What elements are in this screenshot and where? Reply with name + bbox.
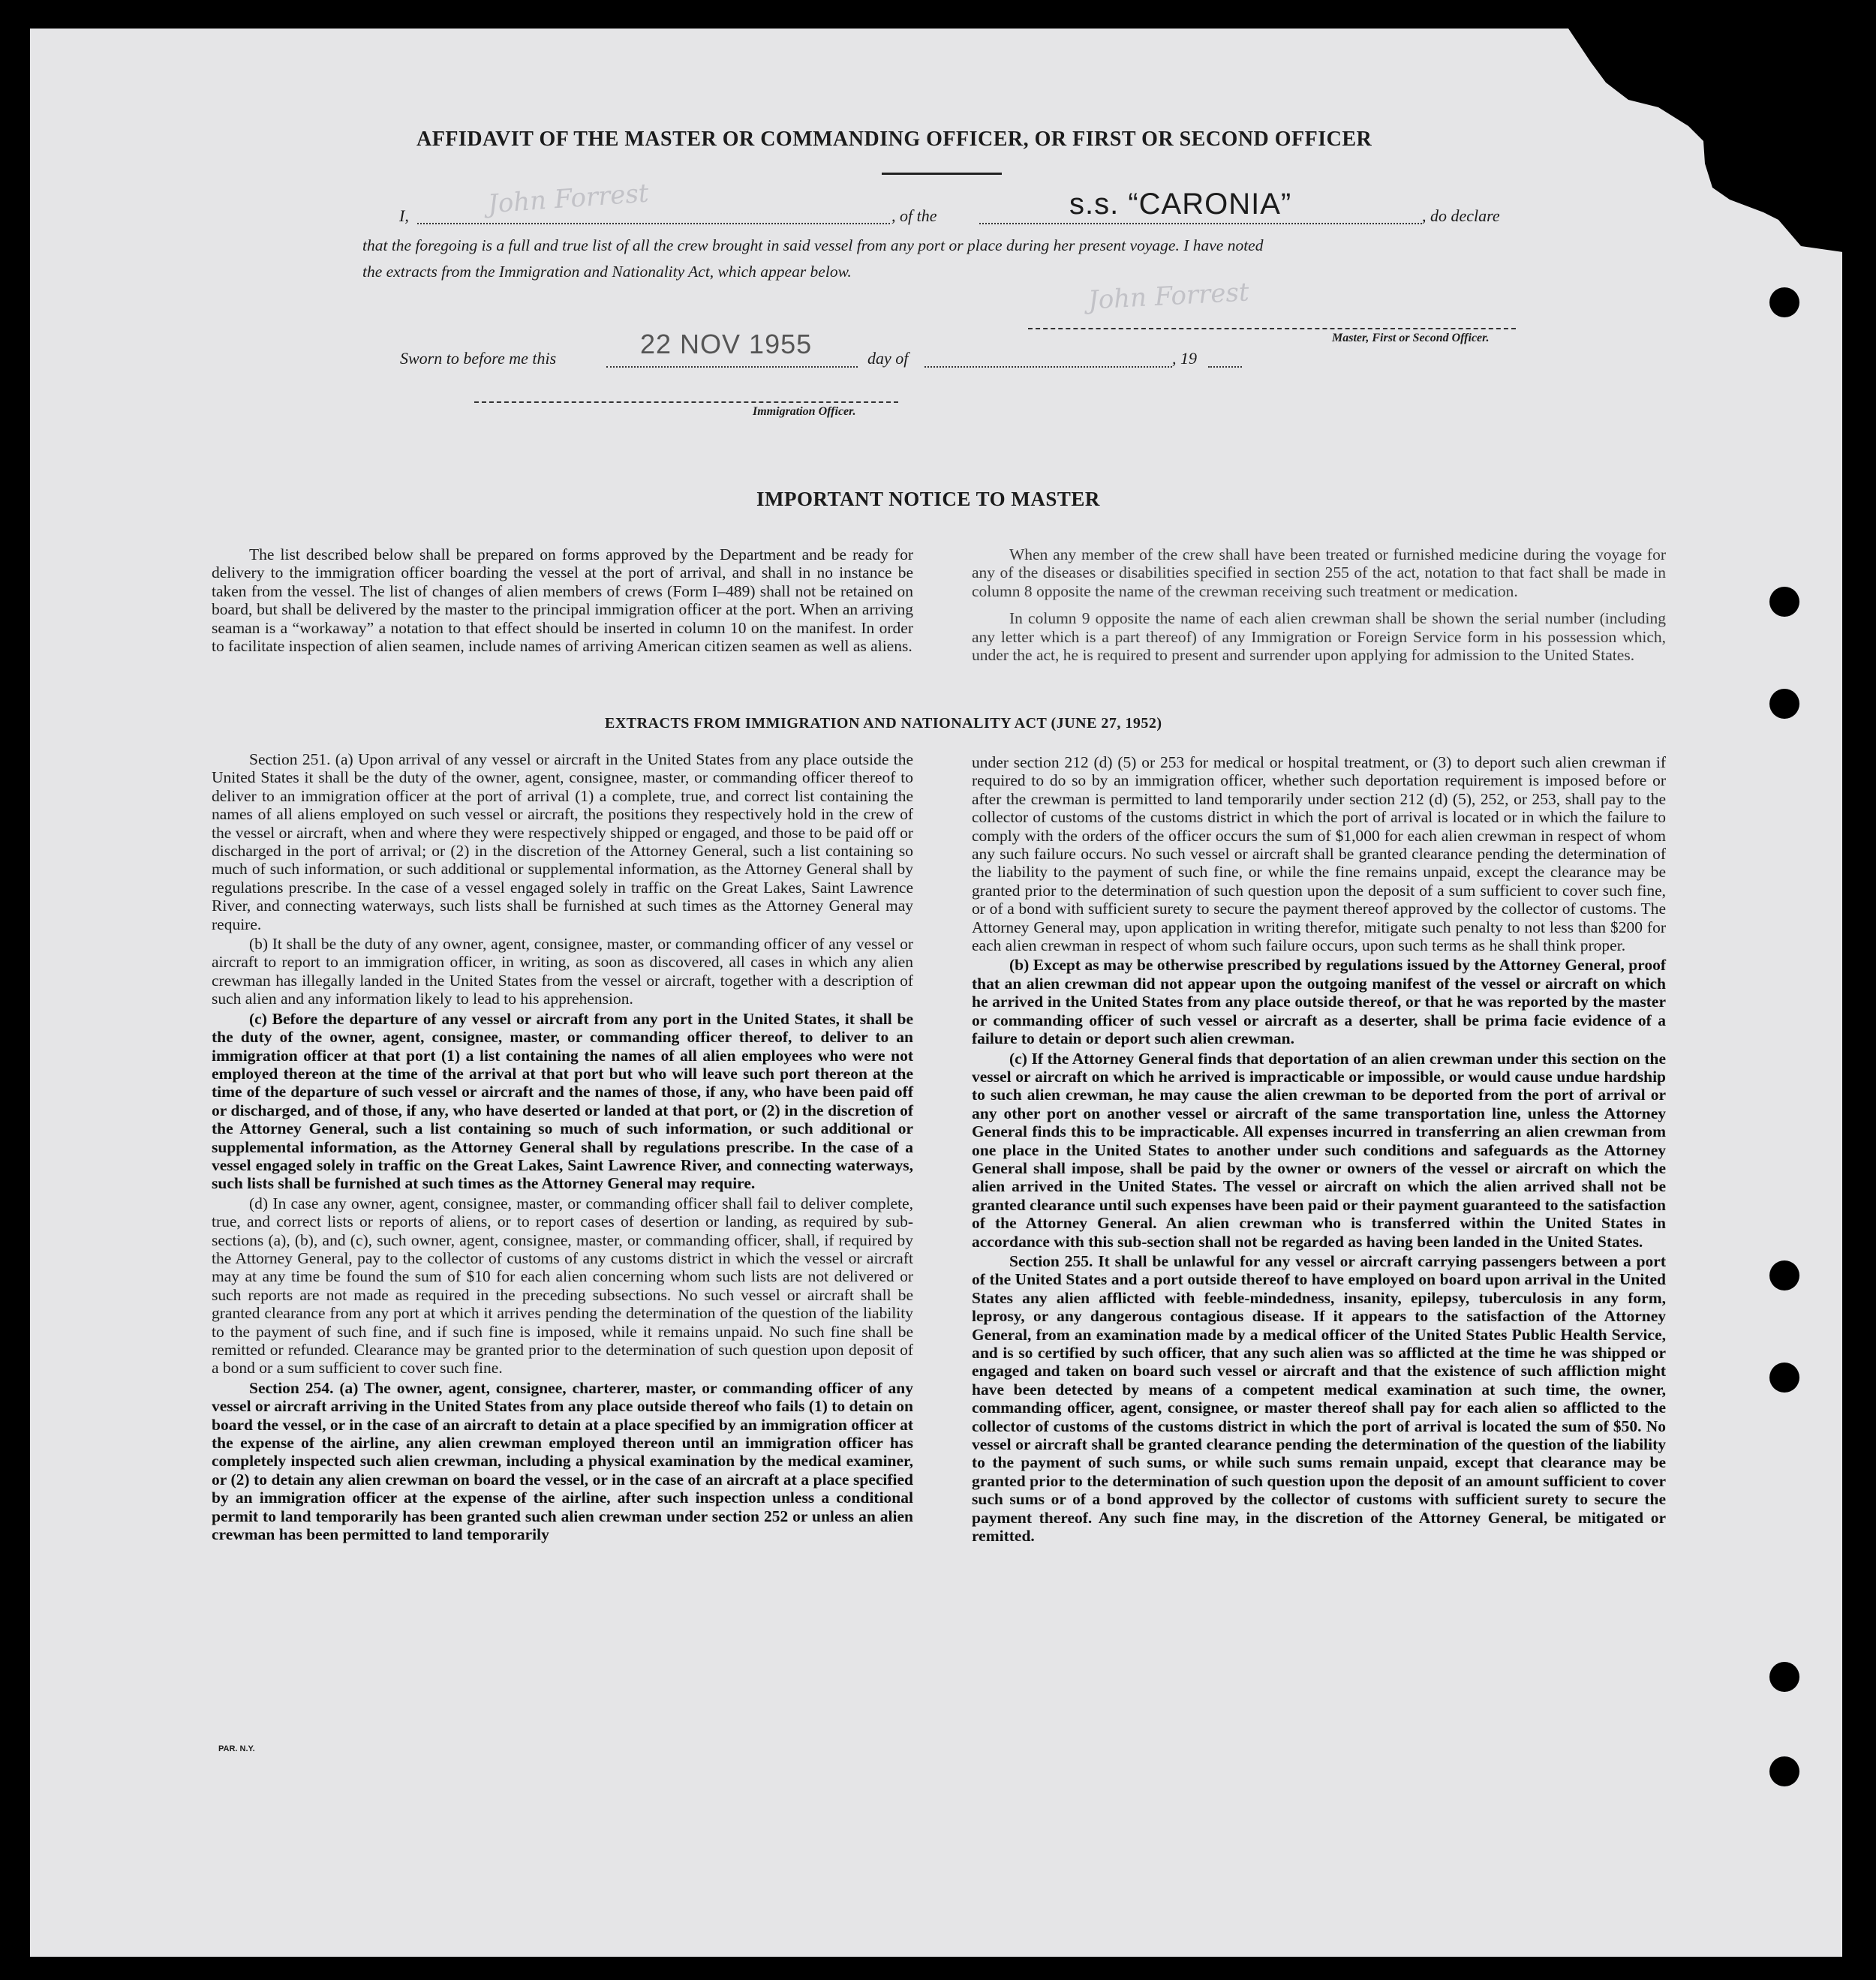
affidavit-line-3: the extracts from the Immigration and Nationality Act, which appear below. <box>362 263 852 281</box>
section-251b: (b) It shall be the duty of any owner, agent, consignee, master, or commanding officer of any vessel or aircraft to report to an immigration officer, in writing, as soon as discovered, all cases in which any alien crewman has illegally landed in the United States from the vessel or aircraft, together with a description of such alien and any information likely to lead to his apprehension. <box>212 935 913 1008</box>
line1-i: I, <box>399 206 409 225</box>
section-255: Section 255. It shall be unlawful for any vessel or aircraft carrying passengers between a port of the United States and a port outside thereof to have employed on board upon arrival in the United States any alien afflicted with feeble-mindedness, insanity, epilepsy, tuberculosis in any form, leprosy, or any dangerous contagious disease. If it appears to the satisfaction of the Attorney General, from an examination made by a medical officer of the United States Public Health Service, and is so certified by such officer, that any such alien was so afflicted at the time he was shipped or engaged and taken on board such vessel or aircraft and that the existence of such affliction might have been detected by means of a competent medical examination at such time, the owner, commanding officer, agent, consignee, or master thereof shall pay for each alien so afflicted to the collector of customs of the customs district in which the port of arrival is located the sum of $50. No vessel or aircraft shall be granted clearance pending the determination of the question of the liability to the payment of such sums, or while such sums remain unpaid, except that clearance may be granted prior to the determination of such question upon the deposit of an amount sufficient to cover such sums or of a bond approved by the collector of customs with sufficient surety to secure the payment thereof. Any such fine may, in the discretion of the Attorney General, be mitigated or remitted. <box>972 1251 1666 1546</box>
affidavit-line-2: that the foregoing is a full and true list of all the crew brought in said vessel from any port or place during her present voyage. I have noted <box>362 236 1264 254</box>
printer-mark: PAR. N.Y. <box>218 1744 255 1753</box>
master-name-signature: John Forrest <box>486 178 650 220</box>
vessel-name: s.s. “CARONIA” <box>1069 188 1292 221</box>
immigration-officer-caption: Immigration Officer. <box>753 405 856 418</box>
section-254a: Section 254. (a) The owner, agent, consignee, charterer, master, or commanding officer of any vessel or aircraft arriving in the United States from any place outside thereof who fails (1) to detain on board the vessel, or in the case of an aircraft to detain at a place specified by an immigration officer at the expense of the airline, any alien crewman employed thereon until an immigration officer has completely inspected such alien crewman, including a physical examination by the medical examiner, or (2) to detain any alien crewman on board the vessel, or in the case of an aircraft at a place specified by an immigration officer at the expense of the airline, after such inspection unless a conditional permit to land temporarily has been granted such alien crewman under section 252 or unless an alien crewman has been permitted to land temporarily <box>212 1378 913 1544</box>
date-stamp: 22 NOV 1955 <box>640 329 813 359</box>
section-251d: (d) In case any owner, agent, consignee, master, or commanding officer shall fail to deliver complete, true, and correct lists or reports of aliens, or to report cases of desertion or landing, as required by sub-sections (a), (b), and (c), such owner, agent, consignee, master, or commanding officer, shall, if required by the Attorney General, pay to the collector of customs of any customs district in which the vessel or aircraft may at any time be found the sum of $10 for each alien concerning whom such lists are not delivered or such reports are not made as required in the preceding subsections. No such vessel or aircraft shall be granted clearance from any port at which it arrives pending the determination of the question of the liability to the payment of such fine, and if such fine is imposed, while it remains unpaid. No such fine shall be remitted or refunded. Clearance may be granted prior to the determination of such question upon deposit of a bond or a sum sufficient to cover such fine. <box>212 1194 913 1378</box>
sworn-prefix: Sworn to before me this <box>400 349 557 368</box>
section-251a: Section 251. (a) Upon arrival of any vessel or aircraft in the United States from any place outside the United States it shall be the duty of the owner, agent, consignee, master, or commanding officer thereof to deliver to an immigration officer at the port of arrival (1) a complete, true, and correct list containing the names of all aliens employed on such vessel or aircraft, the positions they respectively hold in the crew of the vessel or aircraft, when and where they were respectively shipped or engaged, and those to be paid off or discharged in the port of arrival; or (2) in the discretion of the Attorney General, such a list containing so much of such information, or such additional or supplemental information, as the Attorney General shall by regulations prescribe. In the case of a vessel engaged solely in traffic on the Great Lakes, Saint Lawrence River, and connecting waterways, such lists shall be furnished at such times as the Attorney General may require. <box>212 750 913 933</box>
punch-hole <box>1769 1756 1799 1786</box>
section-254c: (c) If the Attorney General finds that deportation of an alien crewman under this section on the vessel or aircraft on which he arrived is impracticable or impossible, or would cause undue hardship to such alien crewman, he may cause the alien crewman to be deported from the port of arrival or any other port on another vessel or aircraft of the same transportation line, unless the Attorney General finds this to be impracticable. All expenses incurred in transferring an alien crewman from one place in the United States to another under such conditions and safeguards as the Attorney General shall impose, shall be paid by the owner or owners of the vessel or aircraft on which the alien arrived in the United States. The vessel or aircraft on which the alien arrived shall not be granted clearance until such expenses have been paid or their payment guaranteed to the satisfaction of the Attorney General. An alien crewman who is transferred within the United States in accordance with this sub-section shall not be regarded as having been landed in the United States. <box>972 1049 1666 1251</box>
notice-right-paragraph-2: In column 9 opposite the name of each alien crewman shall be shown the serial number (including any letter which is a part thereof) of any Immigration or Foreign Service form in his possession which, under the act, he is required to present and surrender upon applying for admission to the United States. <box>972 609 1666 665</box>
section-254b: (b) Except as may be otherwise prescribed by regulations issued by the Attorney General, proof that an alien crewman did not appear upon the outgoing manifest of the vessel or aircraft on which he arrived in the United States from any place outside thereof, or that he was reported by the master or commanding officer of such vessel or aircraft as a deserter, shall be prima facie evidence of a failure to detain or deport such alien crewman. <box>972 956 1666 1048</box>
master-signature: John Forrest <box>1087 277 1250 316</box>
punch-hole <box>1769 587 1799 617</box>
extracts-title: EXTRACTS FROM IMMIGRATION AND NATIONALITY ACT (JUNE 27, 1952) <box>605 715 1162 732</box>
punch-hole <box>1769 689 1799 719</box>
year-blank <box>1208 366 1242 368</box>
line1-declare: , do declare <box>1422 206 1500 225</box>
line1-of-the: , of the <box>891 206 937 225</box>
day-of: day of <box>867 349 909 368</box>
notice-right-paragraph-1: When any member of the crew shall have been treated or furnished medicine during the voyage for any of the diseases or disabilities specified in section 255 of the act, notation to that fact shall be made in column 8 opposite the name of the crewman receiving such treatment or medication. <box>972 545 1666 600</box>
month-blank <box>924 366 1172 368</box>
section-251c: (c) Before the departure of any vessel or aircraft from any port in the United States, it shall be the duty of the owner, agent, consignee, master, or commanding officer thereof, to deliver to an immigration officer at that port (1) a list containing the names of all alien employees who were not employed thereon at the time of the arrival at that port but who will leave such port thereon at the time of the departure of such vessel or aircraft and the names of those, if any, who have been paid off or discharged, and of those, if any, who have deserted or landed at that port, or (2) in the discretion of the Attorney General, such a list containing so much of such information, or such additional or supplemental information, as the Attorney General shall by regulations prescribe. In the case of a vessel engaged solely in traffic on the Great Lakes, Saint Lawrence River, and connecting waterways, such lists shall be furnished at such times as the Attorney General may require. <box>212 1009 913 1193</box>
vessel-blank <box>979 223 1422 224</box>
immigration-officer-line <box>474 401 898 403</box>
section-254a-continued: under section 212 (d) (5) or 253 for medical or hospital treatment, or (3) to deport such alien crewman if required to do so by an immigration officer, whether such deportation requirement is imposed before or after the crewman is permitted to land temporarily under section 212 (d) (5), 252, or 253, shall pay to the collector of customs of the customs district in which the port of arrival is located or in which the failure to comply with the orders of the officer occurs the sum of $1,000 for each alien crewman in respect of whom any such failure occurs. No such vessel or aircraft shall be granted clearance pending the determination of the liability to the payment of such fine, or while the fine remains unpaid, except the clearance may be granted prior to the determination of such question upon the deposit of a sum sufficient to cover such fine, or of a bond with sufficient surety to secure the payment thereof approved by the collector of customs. The Attorney General may, upon application in writing therefor, mitigate such penalty to not less than $200 for each alien crewman in respect of whom such failure occurs, upon such terms as he shall think proper. <box>972 753 1666 955</box>
year-prefix: , 19 <box>1172 349 1197 368</box>
punch-hole <box>1769 287 1799 317</box>
punch-hole <box>1769 1260 1799 1290</box>
affidavit-title: AFFIDAVIT OF THE MASTER OR COMMANDING OFFICER, OR FIRST OR SECOND OFFICER <box>416 128 1372 151</box>
extracts-right-column <box>972 753 1666 1546</box>
sworn-day-blank <box>606 366 858 368</box>
signature-line <box>1028 328 1516 329</box>
punch-hole <box>1769 1363 1799 1393</box>
signature-caption: Master, First or Second Officer. <box>1332 332 1490 344</box>
notice-right-column <box>972 545 1666 666</box>
punch-hole <box>1769 1662 1799 1692</box>
name-blank <box>417 223 890 224</box>
notice-left-column <box>212 545 913 656</box>
notice-left-paragraph: The list described below shall be prepared on forms approved by the Department and be ready for delivery to the immigration officer boarding the vessel at the port of arrival, and shall in no instance be taken from the vessel. The list of changes of alien members of crews (Form I–489) shall not be retained on board, but shall be delivered by the master to the principal immigration officer at the port. When an arriving seaman is a “workaway” a notation to that effect should be inserted in column 10 on the manifest. In order to facilitate inspection of alien seamen, include names of arriving American citizen seamen as well as aliens. <box>212 545 913 656</box>
extracts-left-column <box>212 750 913 1545</box>
torn-corner <box>1538 29 1853 254</box>
title-rule <box>882 173 1002 175</box>
notice-title: IMPORTANT NOTICE TO MASTER <box>756 488 1100 510</box>
